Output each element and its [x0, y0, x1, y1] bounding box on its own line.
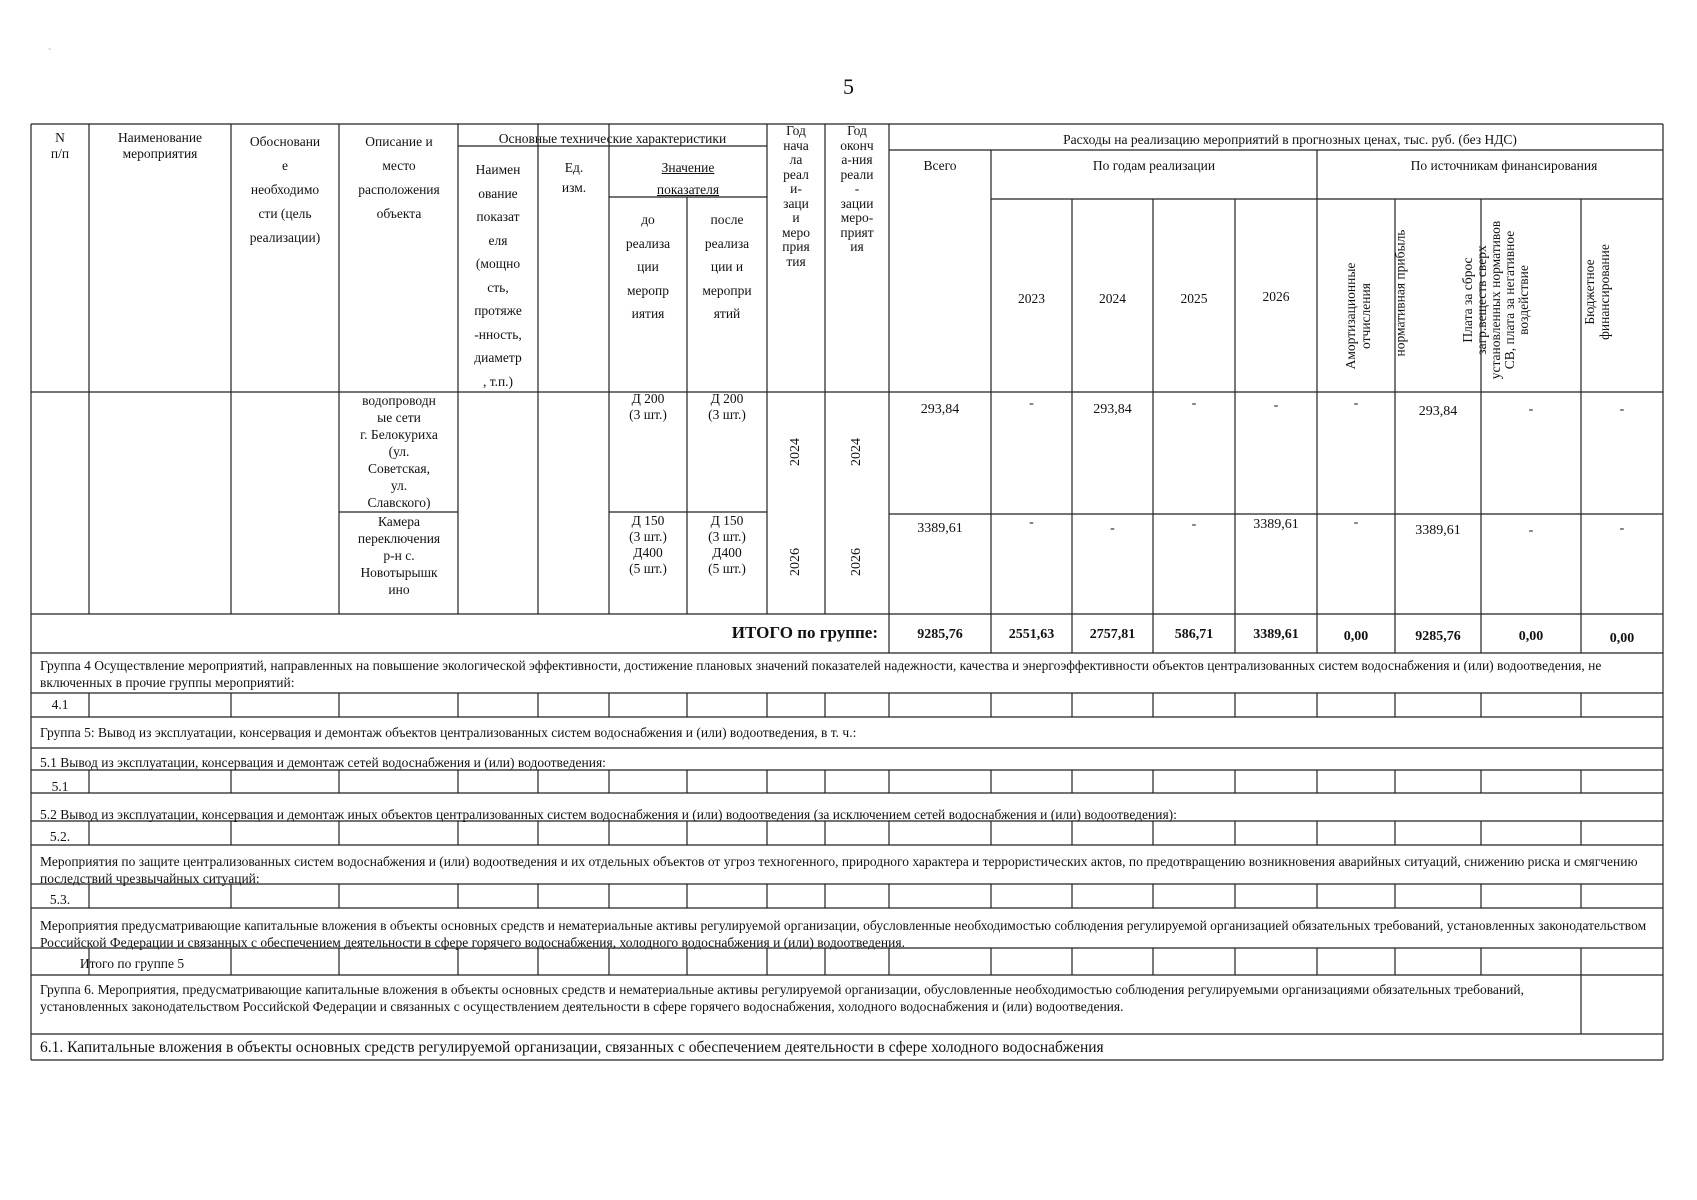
row1-description: водопроводн ые сети г. Белокуриха (ул. Советская, ул. Славского): [360, 393, 438, 510]
header-by-sources: По источникам финансирования: [1410, 158, 1598, 173]
header-year-2025: 2025: [1180, 291, 1208, 306]
row1-amort: -: [1353, 396, 1359, 411]
row1-before: Д 200 (3 шт.): [629, 391, 667, 422]
itogo-fee: 0,00: [1518, 629, 1544, 644]
header-year-end: Год оконч а-ния реали - зации меро- прият ия: [840, 123, 874, 254]
row1-2026: -: [1273, 398, 1279, 413]
header-before: до реализа ции меропр иятия: [625, 212, 671, 321]
group6-title: Группа 6. Мероприятия, предусматривающие капитальные вложения в объекты основных средств и нематериальные активы регулируемой организации, обусловленные необходимостью соблюдения регулируемыми организациями обязательных требований, установленных законодательством Российской Федерации и связанных с осуществлением деятельности в сфере горячего водоснабжения, холодного водоснабжения и (или) водоотведения.: [40, 982, 1524, 1014]
row1-fee: -: [1528, 402, 1534, 417]
header-src-budget: Бюджетное финансирование: [1582, 244, 1612, 340]
row-5-2: 5.2.: [49, 829, 71, 844]
itogo-2023: 2551,63: [1008, 627, 1055, 642]
header-n: N п/п: [50, 130, 70, 161]
group4-title: Группа 4 Осуществление мероприятий, направленных на повышение экологической эффективности, достижение плановых значений показателей надежности, качества и энергоэффективности объектов централизованных систем водоснабжения и (или) водоотведения, не включенных в прочие группы мероприятий:: [40, 658, 1602, 690]
row1-year-end: 2024: [849, 438, 864, 466]
header-year-2026: 2026: [1262, 289, 1290, 304]
row2-after: Д 150 (3 шт.) Д400 (5 шт.): [708, 513, 746, 576]
page-number: 5: [843, 74, 854, 99]
group5-2-title: 5.2 Вывод из эксплуатации, консервация и демонтаж иных объектов централизованных систем водоснабжения и (или) водоотведения (за исключением сетей водоснабжения и (или) водоотведения):: [40, 807, 1177, 822]
row1-2023: -: [1029, 396, 1034, 411]
header-total: Всего: [923, 158, 957, 173]
header-year-start: Год нача ла реал и- заци и меро прия тия: [781, 123, 811, 269]
row2-year-start: 2026: [788, 548, 803, 576]
header-src-profit: нормативная прибыль: [1392, 229, 1408, 357]
group5-title: Группа 5: Вывод из эксплуатации, консервация и демонтаж объектов централизованных систем водоснабжения и (или) водоотведения, в т. ч.:: [40, 725, 857, 740]
row2-2024: -: [1110, 521, 1115, 536]
header-src-fee: Плата за сброс загр.веществ сверх установленных нормативов СВ, плата за негативное воздействие: [1460, 220, 1531, 380]
row2-description: Камера переключения р-н с. Новотырышк ино: [357, 514, 441, 597]
header-src-amort: Амортизационные отчисления: [1343, 262, 1373, 370]
row2-fee: -: [1528, 523, 1534, 538]
row2-2023: -: [1029, 515, 1034, 530]
itogo-profit: 9285,76: [1415, 629, 1461, 644]
itogo-amort: 0,00: [1343, 629, 1369, 644]
row1-2025: -: [1191, 396, 1197, 411]
itogo-2024: 2757,81: [1089, 627, 1136, 642]
row2-profit: 3389,61: [1415, 523, 1461, 538]
row-5-3: 5.3.: [49, 892, 71, 907]
row2-2026: 3389,61: [1253, 517, 1299, 532]
group6-1-title: 6.1. Капитальные вложения в объекты основных средств регулируемой организации, связанных с обеспечением деятельности в сфере холодного водоснабжения: [40, 1039, 1104, 1056]
header-after: после реализа ции и меропри ятий: [702, 212, 752, 321]
row1-2024: 293,84: [1093, 402, 1132, 417]
row1-total: 293,84: [920, 402, 960, 417]
group5-1-title: 5.1 Вывод из эксплуатации, консервация и демонтаж сетей водоснабжения и (или) водоотведения:: [40, 755, 606, 770]
header-year-2023: 2023: [1018, 291, 1045, 306]
header-tech-name: Наимен ование показат еля (мощно сть, протяже -нность, диаметр , т.п.): [474, 162, 522, 389]
row2-budget: -: [1619, 521, 1625, 536]
itogo-2025: 586,71: [1174, 627, 1214, 642]
itogo-group5: Итого по группе 5: [79, 956, 185, 971]
row1-after: Д 200 (3 шт.): [708, 391, 746, 422]
itogo-2026: 3389,61: [1253, 627, 1299, 642]
itogo-label: ИТОГО по группе:: [731, 623, 878, 642]
header-justification: Обосновани е необходимо сти (цель реализации): [249, 134, 321, 245]
protection-title: Мероприятия по защите централизованных систем водоснабжения и (или) водоотведения и их отдельных объектов от угроз техногенного, природного характера и террористических актов, по предотвращению возникновения аварийных ситуаций, снижению риска и смягчению последствий чрезвычайных ситуаций:: [40, 854, 1638, 886]
row-5-1: 5.1: [51, 779, 69, 794]
row2-2025: -: [1191, 517, 1197, 532]
scan-speck: `: [48, 48, 52, 59]
header-by-years: По годам реализации: [1092, 158, 1216, 173]
row2-year-end: 2026: [849, 548, 864, 576]
row2-before: Д 150 (3 шт.) Д400 (5 шт.): [629, 513, 667, 576]
row2-amort: -: [1353, 515, 1359, 530]
itogo-total: 9285,76: [917, 627, 963, 642]
header-tech: Основные технические характеристики: [498, 131, 727, 146]
itogo-budget: 0,00: [1609, 631, 1635, 646]
header-tech-value: Значение показателя: [656, 160, 720, 197]
header-year-2024: 2024: [1099, 291, 1126, 306]
header-name: Наименование мероприятия: [117, 130, 203, 161]
header-description: Описание и место расположения объекта: [358, 134, 440, 221]
row1-year-start: 2024: [788, 438, 803, 466]
header-tech-unit: Ед. изм.: [561, 160, 587, 195]
row1-profit: 293,84: [1418, 404, 1458, 419]
header-expenses: Расходы на реализацию мероприятий в прогнозных ценах, тыс. руб. (без НДС): [1063, 132, 1517, 147]
capital-title: Мероприятия предусматривающие капитальные вложения в объекты основных средств и нематериальные активы регулируемой организации, обусловленные необходимостью соблюдения регулируемой организацией обязательных требований, установленных законодательством Российской Федерации и связанных с обеспечением деятельности в сфере горячего водоснабжения, холодного водоснабжения и (или) водоотведения.: [40, 918, 1647, 950]
row2-total: 3389,61: [917, 521, 963, 536]
row1-budget: -: [1619, 402, 1625, 417]
row-4-1: 4.1: [51, 697, 69, 712]
